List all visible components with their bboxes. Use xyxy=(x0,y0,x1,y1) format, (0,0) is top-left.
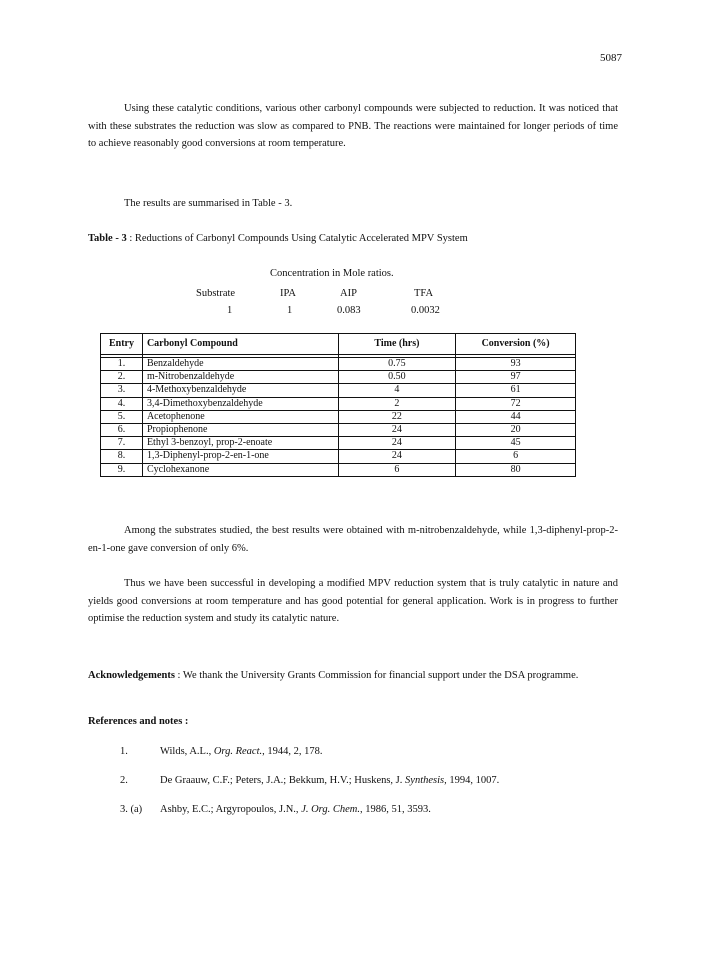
cell-entry: 9. xyxy=(101,463,143,476)
concentration-header: IPA xyxy=(280,288,296,299)
paragraph-intro: Using these catalytic conditions, various other carbonyl compounds were subjected to reduction. It was noticed that with these substrates the reduction was slow as compared to PNB. The reactions were maintained for longer periods of time to achieve reasonably good conversions at room temperature. xyxy=(88,103,618,149)
references-heading: References and notes : xyxy=(88,716,189,727)
concentration-value: 1 xyxy=(287,305,293,316)
table-row xyxy=(101,410,576,423)
cell-compound: Benzaldehyde xyxy=(142,358,338,371)
paragraph-best-results: Among the substrates studied, the best results were obtained with m-nitrobenzaldehyde, while 1,3-diphenyl-prop-2-en-1-one gave conversion of only 6%. xyxy=(88,525,618,554)
cell-entry: 3. xyxy=(101,384,143,397)
table-caption xyxy=(88,233,648,244)
concentration-values xyxy=(0,305,711,319)
cell-conversion: 97 xyxy=(456,371,576,384)
cell-compound: Cyclohexanone xyxy=(142,463,338,476)
concentration-header: AIP xyxy=(340,288,357,299)
reference-text: Ashby, E.C.; Argyropoulos, J.N., J. Org. Chem., 1986, 51, 3593. xyxy=(160,804,431,815)
paragraph-results-reference: The results are summarised in Table - 3. xyxy=(124,198,293,209)
concentration-header: Substrate xyxy=(196,288,236,299)
cell-time: 0.75 xyxy=(338,358,456,371)
table-body xyxy=(101,355,576,477)
table-header-row xyxy=(101,334,576,355)
reference-number: 1. xyxy=(120,746,128,757)
reference-number: 3. (a) xyxy=(120,804,143,815)
cell-conversion: 45 xyxy=(456,437,576,450)
cell-entry: 4. xyxy=(101,397,143,410)
cell-compound: Acetophenone xyxy=(142,410,338,423)
cell-entry: 2. xyxy=(101,371,143,384)
cell-conversion: 61 xyxy=(456,384,576,397)
acknowledgements xyxy=(88,667,618,685)
cell-conversion: 20 xyxy=(456,424,576,437)
table-row xyxy=(101,450,576,463)
cell-entry: 5. xyxy=(101,410,143,423)
table-row xyxy=(101,384,576,397)
cell-conversion: 72 xyxy=(456,397,576,410)
concentration-header: TFA xyxy=(414,288,434,299)
concentration-value: 1 xyxy=(227,305,233,316)
table-row xyxy=(101,371,576,384)
concentration-title: Concentration in Mole ratios. xyxy=(270,268,394,279)
cell-time: 24 xyxy=(338,437,456,450)
reference-text: De Graauw, C.F.; Peters, J.A.; Bekkum, H.V.; Huskens, J. Synthesis, 1994, 1007. xyxy=(160,775,500,786)
reference-journal: Synthesis, xyxy=(405,775,447,786)
cell-conversion: 44 xyxy=(456,410,576,423)
concentration-value: 0.083 xyxy=(337,305,361,316)
concentration-value: 0.0032 xyxy=(411,305,440,316)
cell-time: 24 xyxy=(338,450,456,463)
table-caption-text: : Reductions of Carbonyl Compounds Using Catalytic Accelerated MPV System xyxy=(126,233,468,244)
cell-compound: 3,4-Dimethoxybenzaldehyde xyxy=(142,397,338,410)
table-row xyxy=(101,397,576,410)
cell-entry: 7. xyxy=(101,437,143,450)
acknowledgements-label: Acknowledgements xyxy=(88,670,175,681)
cell-compound: 1,3-Diphenyl-prop-2-en-1-one xyxy=(142,450,338,463)
column-header-entry: Entry xyxy=(101,334,143,355)
column-header-time: Time (hrs) xyxy=(338,334,456,355)
cell-compound: m-Nitrobenzaldehyde xyxy=(142,371,338,384)
cell-entry: 1. xyxy=(101,358,143,371)
cell-compound: Ethyl 3-benzoyl, prop-2-enoate xyxy=(142,437,338,450)
column-header-compound: Carbonyl Compound xyxy=(142,334,338,355)
table-row xyxy=(101,437,576,450)
paragraph-conclusion: Thus we have been successful in developing a modified MPV reduction system that is truly catalytic in nature and yields good conversions at room temperature and has good potential for general application. Work is in progress to further optimise the reduction system and study its catalytic nature. xyxy=(88,578,618,624)
reference-text: Wilds, A.L., Org. React., 1944, 2, 178. xyxy=(160,746,323,757)
cell-time: 4 xyxy=(338,384,456,397)
cell-compound: 4-Methoxybenzaldehyde xyxy=(142,384,338,397)
table-row xyxy=(101,358,576,371)
reference-journal: Org. React. xyxy=(213,746,263,757)
table-caption-label: Table - 3 xyxy=(88,233,127,244)
concentration-headers xyxy=(0,288,711,302)
cell-time: 6 xyxy=(338,463,456,476)
cell-conversion: 93 xyxy=(456,358,576,371)
cell-time: 0.50 xyxy=(338,371,456,384)
cell-compound: Propiophenone xyxy=(142,424,338,437)
cell-time: 2 xyxy=(338,397,456,410)
acknowledgements-text: : We thank the University Grants Commission for financial support under the DSA programme. xyxy=(174,670,579,681)
table-row xyxy=(101,463,576,476)
table-row xyxy=(101,424,576,437)
cell-time: 22 xyxy=(338,410,456,423)
cell-entry: 6. xyxy=(101,424,143,437)
page-number: 5087 xyxy=(600,52,622,64)
cell-time: 24 xyxy=(338,424,456,437)
cell-conversion: 6 xyxy=(456,450,576,463)
cell-conversion: 80 xyxy=(456,463,576,476)
reference-number: 2. xyxy=(120,775,128,786)
results-table xyxy=(100,333,576,477)
column-header-conversion: Conversion (%) xyxy=(456,334,576,355)
reference-journal: J. Org. Chem. xyxy=(301,804,360,815)
cell-entry: 8. xyxy=(101,450,143,463)
